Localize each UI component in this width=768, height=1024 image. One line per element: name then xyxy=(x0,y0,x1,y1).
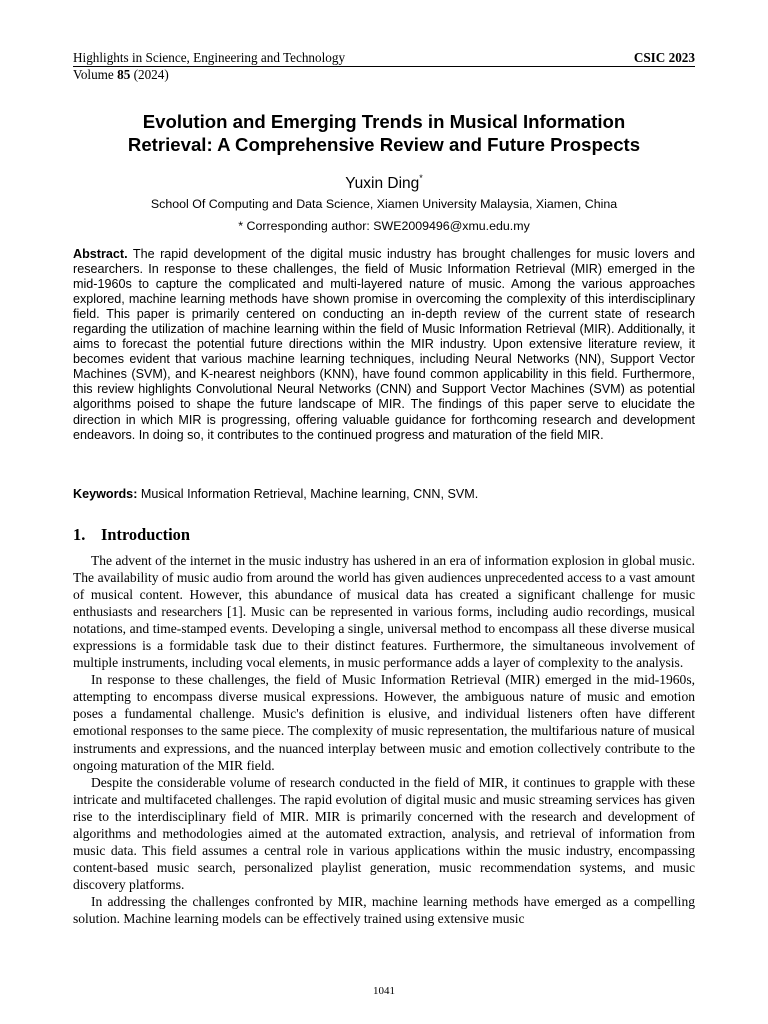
author-line xyxy=(73,169,695,193)
paper-title xyxy=(73,110,695,156)
author-mark: * xyxy=(419,173,423,183)
journal-name: Highlights in Science, Engineering and Technology xyxy=(73,50,346,65)
conference-name: CSIC 2023 xyxy=(633,50,695,65)
corresponding-author: * Corresponding author: SWE2009496@xmu.edu.my xyxy=(238,219,530,233)
section-title: Introduction xyxy=(101,525,190,544)
paragraph: Despite the considerable volume of research conducted in the field of MIR, it continues to grapple with these intricate and multifaceted challenges. The rapid evolution of digital music and music streaming services has given rise to the interdisciplinary field of MIR. MIR is primarily concerned with the research and development of algorithms and methodologies aimed at the automated extraction, analysis, and retrieval of information from music data. This field assumes a central role in various applications within the music industry, encompassing content-based music search, personalized playlist generation, music recommendation systems, and music discovery platforms. xyxy=(73,774,695,892)
volume-line xyxy=(73,67,169,82)
paragraph: The advent of the internet in the music industry has ushered in an era of information explosion in global music. The availability of music audio from around the world has given audiences unprecedented access to a vast amount of musical content. However, this abundance of musical data has created a significant challenge for music enthusiasts and researchers [1]. Music can be represented in various forms, including audio recordings, musical notations, and time-stamped events. Developing a single, universal method to encompass all these diverse musical expressions is a formidable task due to their distinct features. Furthermore, the simultaneous involvement of multiple instruments, including vocal elements, in music performance adds a layer of complexity to the analysis. xyxy=(73,553,695,671)
volume-number: 85 xyxy=(117,67,131,82)
page-number: 1041 xyxy=(373,985,395,997)
volume-year: (2024) xyxy=(133,67,169,82)
author-name: Yuxin Ding xyxy=(345,175,420,192)
keywords-text: Musical Information Retrieval, Machine learning, CNN, SVM. xyxy=(140,487,479,501)
title-line-1: Evolution and Emerging Trends in Musical Information xyxy=(142,111,626,132)
volume-label: Volume xyxy=(73,67,114,82)
section-heading xyxy=(73,525,190,545)
abstract xyxy=(73,247,695,443)
title-line-2: Retrieval: A Comprehensive Review and Future Prospects xyxy=(127,134,641,155)
section-number: 1. xyxy=(73,525,86,544)
paragraph: In addressing the challenges confronted by MIR, machine learning methods have emerged as a compelling solution. Machine learning models can be effectively trained using extensive music xyxy=(73,893,695,926)
paragraph: In response to these challenges, the field of Music Information Retrieval (MIR) emerged in the mid-1960s, attempting to encompass diverse musical expressions. However, the ambiguous nature of music and emotion poses a fundamental challenge. Music's definition is elusive, and individual listeners often have different emotional responses to the same piece. The complexity of music representation, the multifarious nature of musical instruments and expressions, and the nuanced interplay between music and emotion collectively contribute to the ongoing maturation of the MIR field. xyxy=(73,672,695,773)
abstract-label: Abstract. xyxy=(73,247,128,261)
keywords-label: Keywords: xyxy=(73,487,138,501)
abstract-text: The rapid development of the digital music industry has brought challenges for music lovers and researchers. In response to these challenges, the field of Music Information Retrieval (MIR) emerged in the mid-1960s to capture the complicated and multi-layered nature of music. Among the various approaches explored, machine learning methods have shown promise in overcoming the complexity of this interdisciplinary field. This paper is primarily centered on conducting an in-depth review of the current state of research regarding the utilization of machine learning within the field of Music Information Retrieval (MIR). Additionally, it aims to forecast the potential future directions within the MIR industry. Upon extensive literature review, it becomes evident that various machine learning techniques, including Neural Networks (NN), Support Vector Machines (SVM), and K-nearest neighbors (KNN), have found common applicability in this field. Furthermore, this review highlights Convolutional Neural Networks (CNN) and Support Vector Machines (SVM) as potential algorithms poised to shape the future landscape of MIR. The findings of this paper serve to elucidate the direction in which MIR is progressing, offering valuable guidance for forthcoming research and development endeavors. In doing so, it contributes to the continued progress and maturation of the field MIR. xyxy=(73,247,695,442)
keywords xyxy=(73,487,695,502)
body-text xyxy=(73,552,695,927)
affiliation: School Of Computing and Data Science, Xiamen University Malaysia, Xiamen, China xyxy=(150,197,618,211)
